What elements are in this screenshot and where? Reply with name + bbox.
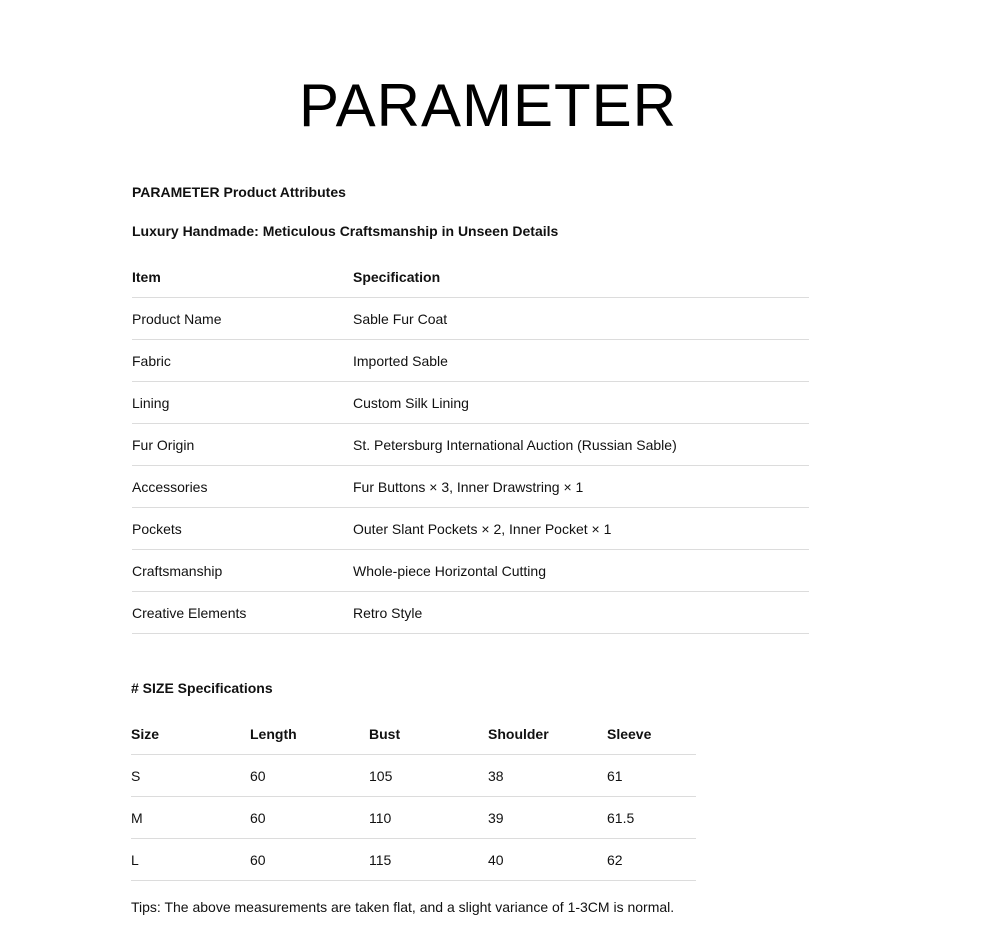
attribute-value: Imported Sable <box>353 340 809 382</box>
attribute-item: Pockets <box>132 508 353 550</box>
table-row <box>132 382 809 424</box>
attribute-value: Fur Buttons × 3, Inner Drawstring × 1 <box>353 466 809 508</box>
bust-cell: 105 <box>369 755 488 797</box>
size-tips: Tips: The above measurements are taken flat, and a slight variance of 1-3CM is normal. <box>131 899 675 915</box>
table-row <box>132 592 809 634</box>
bust-cell: 115 <box>369 839 488 881</box>
size-table <box>131 713 696 881</box>
attribute-item: Product Name <box>132 298 353 340</box>
table-row <box>132 550 809 592</box>
attribute-value: Custom Silk Lining <box>353 382 809 424</box>
table-row <box>131 839 696 881</box>
size-cell: M <box>131 797 250 839</box>
table-row <box>132 340 809 382</box>
column-header-length: Length <box>250 713 369 755</box>
bust-cell: 110 <box>369 797 488 839</box>
table-header-row <box>131 713 696 755</box>
attribute-item: Fur Origin <box>132 424 353 466</box>
attribute-value: Sable Fur Coat <box>353 298 809 340</box>
page-title: PARAMETER <box>299 72 677 139</box>
attributes-table <box>132 256 809 634</box>
length-cell: 60 <box>250 755 369 797</box>
sleeve-cell: 62 <box>607 839 696 881</box>
column-header-size: Size <box>131 713 250 755</box>
column-header-specification: Specification <box>353 256 809 298</box>
table-row <box>132 424 809 466</box>
column-header-item: Item <box>132 256 353 298</box>
table-row <box>132 298 809 340</box>
attribute-item: Creative Elements <box>132 592 353 634</box>
attribute-value: Whole-piece Horizontal Cutting <box>353 550 809 592</box>
size-heading: # SIZE Specifications <box>131 680 273 696</box>
size-cell: S <box>131 755 250 797</box>
attribute-value: Outer Slant Pockets × 2, Inner Pocket × 1 <box>353 508 809 550</box>
sleeve-cell: 61.5 <box>607 797 696 839</box>
table-row <box>132 508 809 550</box>
attributes-heading: PARAMETER Product Attributes <box>132 184 346 200</box>
attribute-value: St. Petersburg International Auction (Russian Sable) <box>353 424 809 466</box>
length-cell: 60 <box>250 839 369 881</box>
column-header-bust: Bust <box>369 713 488 755</box>
attribute-item: Lining <box>132 382 353 424</box>
table-row <box>132 466 809 508</box>
attributes-subheading: Luxury Handmade: Meticulous Craftsmanship in Unseen Details <box>132 223 559 239</box>
attribute-item: Fabric <box>132 340 353 382</box>
table-row <box>131 755 696 797</box>
size-cell: L <box>131 839 250 881</box>
attribute-item: Accessories <box>132 466 353 508</box>
table-row <box>131 797 696 839</box>
sleeve-cell: 61 <box>607 755 696 797</box>
attribute-item: Craftsmanship <box>132 550 353 592</box>
table-header-row <box>132 256 809 298</box>
length-cell: 60 <box>250 797 369 839</box>
shoulder-cell: 38 <box>488 755 607 797</box>
shoulder-cell: 39 <box>488 797 607 839</box>
attribute-value: Retro Style <box>353 592 809 634</box>
column-header-sleeve: Sleeve <box>607 713 696 755</box>
column-header-shoulder: Shoulder <box>488 713 607 755</box>
shoulder-cell: 40 <box>488 839 607 881</box>
